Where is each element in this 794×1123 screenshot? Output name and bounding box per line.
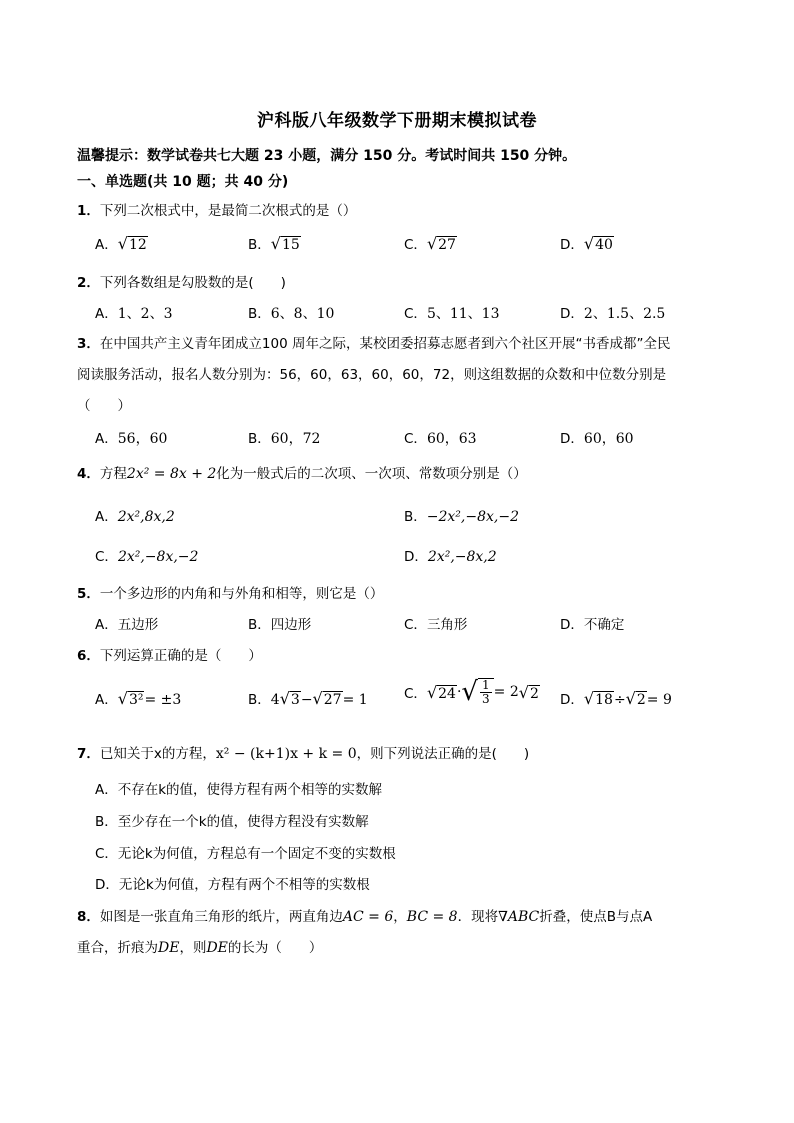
q6-option-a: A．√3²= ±3 (95, 689, 182, 708)
q4-option-a: A．2x²,8x,2 (95, 509, 175, 525)
q2-option-d: D．2、1.5、2.5 (560, 306, 666, 322)
q7-option-b: B．至少存在一个k的值，使得方程没有实数解 (95, 814, 369, 830)
equation: 2x² = 8x + 2 (126, 466, 217, 482)
question-7: 7．已知关于x的方程，x² − (k+1)x + k = 0，则下列说法正确的是( ) (77, 746, 530, 762)
question-6: 6．下列运算正确的是（ ） (77, 648, 262, 664)
section-heading: 一、单选题(共 10 题；共 40 分) (77, 174, 289, 190)
question-text: 下列二次根式中，是最简二次根式的是（） (99, 203, 357, 219)
question-number: 1． (77, 203, 100, 219)
q3-option-a: A．56，60 (95, 431, 168, 447)
question-2: 2．下列各数组是勾股数的是( ) (77, 275, 286, 291)
q2-option-a: A．1、2、3 (95, 306, 173, 322)
q1-option-a: A．√12 (95, 234, 147, 253)
q5-option-b: B．四边形 (248, 617, 312, 633)
q7-option-d: D．无论k为何值，方程有两个不相等的实数根 (95, 877, 370, 893)
q6-option-c: C．√24·√ $\frac{1}{3}$ = 2√2 (404, 677, 539, 707)
q7-option-c: C．无论k为何值，方程总有一个固定不变的实数根 (95, 846, 396, 862)
question-4: 4．方程2x² = 8x + 2化为一般式后的二次项、一次项、常数项分别是（） (77, 466, 527, 482)
question-3: 3．在中国共产主义青年团成立100 周年之际，某校团委招募志愿者到六个社区开展“书香成都”全民 (77, 336, 671, 352)
question-5: 5．一个多边形的内角和与外角和相等，则它是（） (77, 586, 384, 602)
question-1 (77, 199, 356, 219)
q6-option-d: D．√18÷√2= 9 (560, 689, 672, 708)
q7-option-a: A．不存在k的值，使得方程有两个相等的实数解 (95, 782, 383, 798)
question-3-line-2: 阅读服务活动，报名人数分别为：56，60，63，60，60，72，则这组数据的众数和中位数分别是 (77, 367, 667, 383)
q5-option-d: D．不确定 (560, 617, 625, 633)
q5-option-a: A．五边形 (95, 617, 159, 633)
q6-option-b: B．4√3−√27= 1 (248, 689, 368, 708)
page-title: 沪科版八年级数学下册期末模拟试卷 (257, 111, 537, 131)
question-8: 8．如图是一张直角三角形的纸片，两直角边AC = 6，BC = 8．现将∇ABC折叠，使点B与点A (77, 909, 653, 925)
q4-option-d: D．2x²,−8x,2 (404, 549, 497, 565)
question-3-line-3: （ ） (77, 398, 131, 414)
q3-option-d: D．60，60 (560, 431, 634, 447)
equation: x² − (k+1)x + k = 0 (215, 746, 357, 762)
question-8-line-2: 重合，折痕为DE，则DE的长为（ ） (77, 940, 323, 956)
q1-option-d: D．√40 (560, 234, 613, 253)
q5-option-c: C．三角形 (404, 617, 468, 633)
q2-option-c: C．5、11、13 (404, 306, 500, 322)
q3-option-b: B．60，72 (248, 431, 321, 447)
q3-option-c: C．60，63 (404, 431, 477, 447)
q2-option-b: B．6、8、10 (248, 306, 335, 322)
q1-option-b: B．√15 (248, 234, 300, 253)
q4-option-c: C．2x²,−8x,−2 (95, 549, 199, 565)
q1-option-c: C．√27 (404, 234, 456, 253)
q4-option-b: B．−2x²,−8x,−2 (404, 509, 519, 525)
exam-tip: 温馨提示：数学试卷共七大题 23 小题，满分 150 分。考试时间共 150 分钟。 (77, 148, 577, 164)
